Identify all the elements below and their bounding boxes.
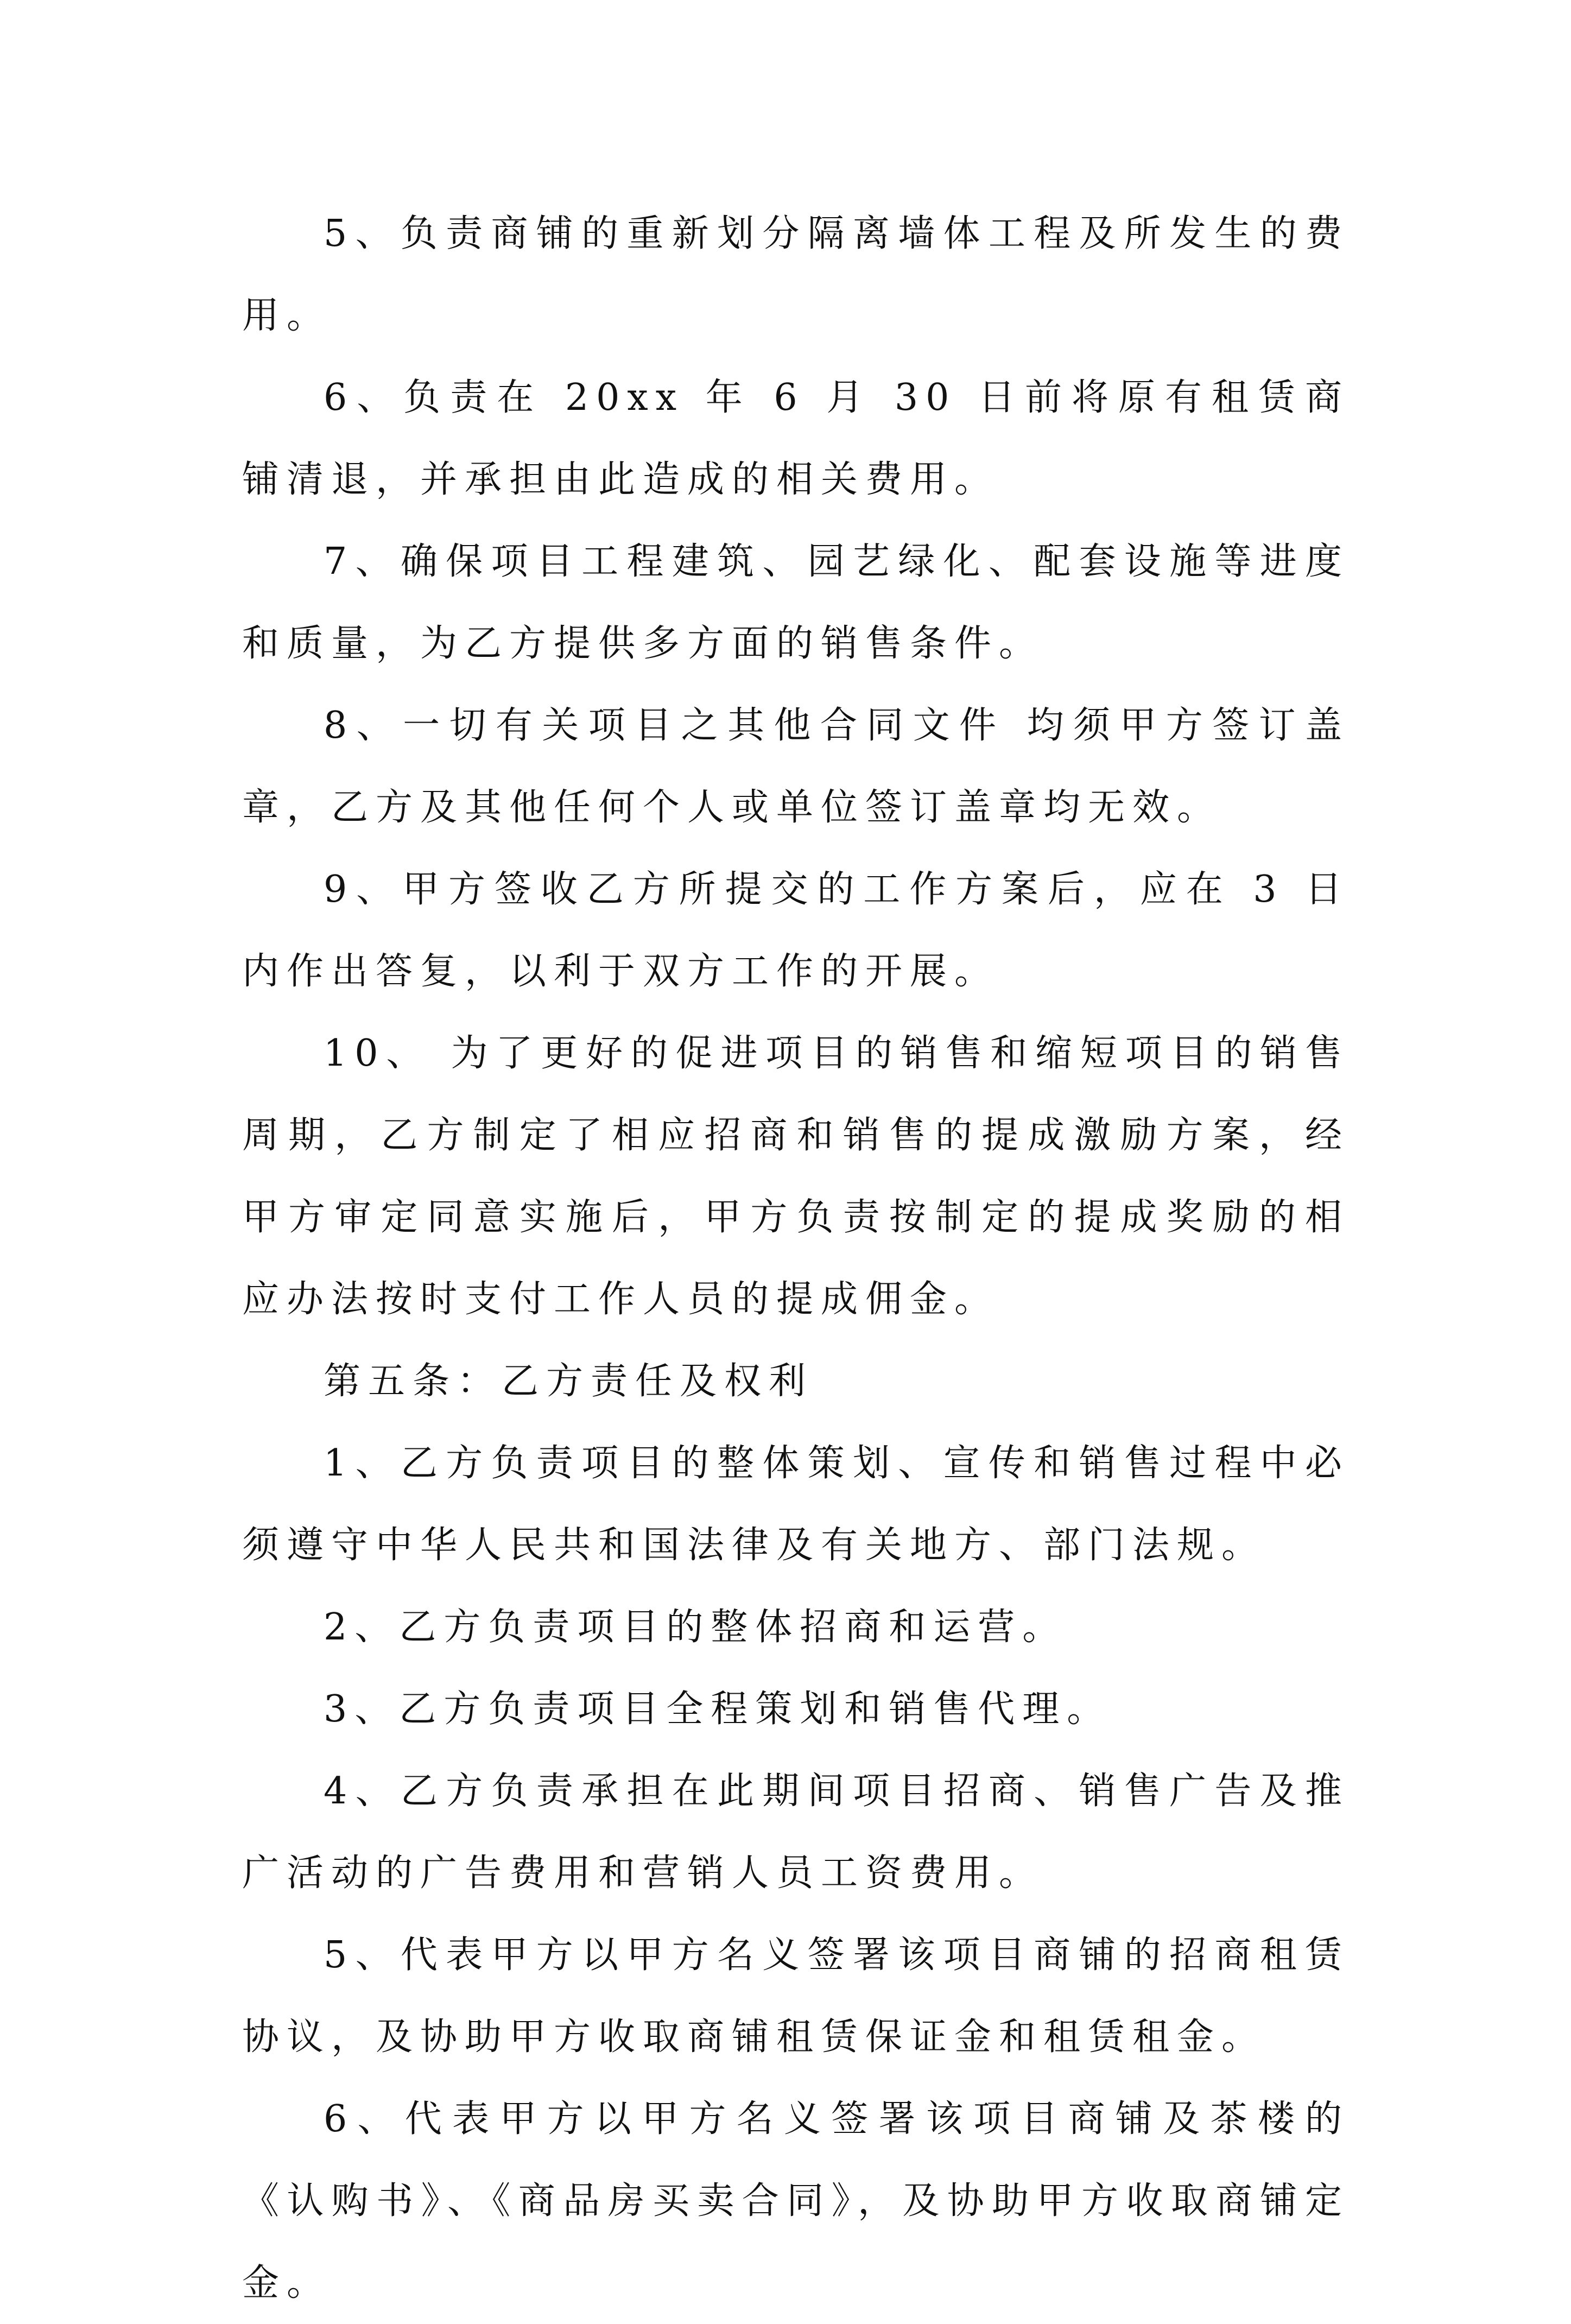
paragraph-party-b-5: 5、代表甲方以甲方名义签署该项目商铺的招商租赁协议，及协助甲方收取商铺租赁保证金和租赁租金。 — [242, 1934, 1350, 2059]
paragraph-party-b-3: 3、乙方负责项目全程策划和销售代理。 — [324, 1688, 1112, 1731]
paragraph-obligation-9: 9、甲方签收乙方所提交的工作方案后，应在 3 日内作出答复，以利于双方工作的开展。 — [242, 868, 1350, 993]
paragraph-party-b-2: 2、乙方负责项目的整体招商和运营。 — [324, 1606, 1067, 1649]
document-body — [242, 193, 1350, 2324]
paragraph-obligation-7: 7、确保项目工程建筑、园艺绿化、配套设施等进度和质量，为乙方提供多方面的销售条件。 — [242, 540, 1350, 665]
paragraph-party-b-4: 4、乙方负责承担在此期间项目招商、销售广告及推广活动的广告费用和营销人员工资费用。 — [242, 1770, 1350, 1895]
paragraph-obligation-8: 8、一切有关项目之其他合同文件 均须甲方签订盖章，乙方及其他任何个人或单位签订盖章均无效。 — [242, 704, 1350, 829]
paragraph-obligation-5: 5、负责商铺的重新划分隔离墙体工程及所发生的费用。 — [242, 212, 1350, 337]
paragraph-obligation-6: 6、负责在 20xx 年 6 月 30 日前将原有租赁商铺清退，并承担由此造成的相关费用。 — [242, 376, 1350, 501]
paragraph-obligation-10: 10、 为了更好的促进项目的销售和缩短项目的销售周期，乙方制定了相应招商和销售的提成激励方案，经甲方审定同意实施后，甲方负责按制定的提成奖励的相应办法按时支付工作人员的提成佣金。 — [242, 1032, 1350, 1321]
section-heading-article-5: 第五条：乙方责任及权利 — [324, 1360, 814, 1403]
paragraph-party-b-6: 6、代表甲方以甲方名义签署该项目商铺及茶楼的《认购书》、《商品房买卖合同》，及协助甲方收取商铺定金。 — [242, 2098, 1350, 2304]
paragraph-party-b-1: 1、乙方负责项目的整体策划、宣传和销售过程中必须遵守中华人民共和国法律及有关地方、部门法规。 — [242, 1442, 1350, 1567]
